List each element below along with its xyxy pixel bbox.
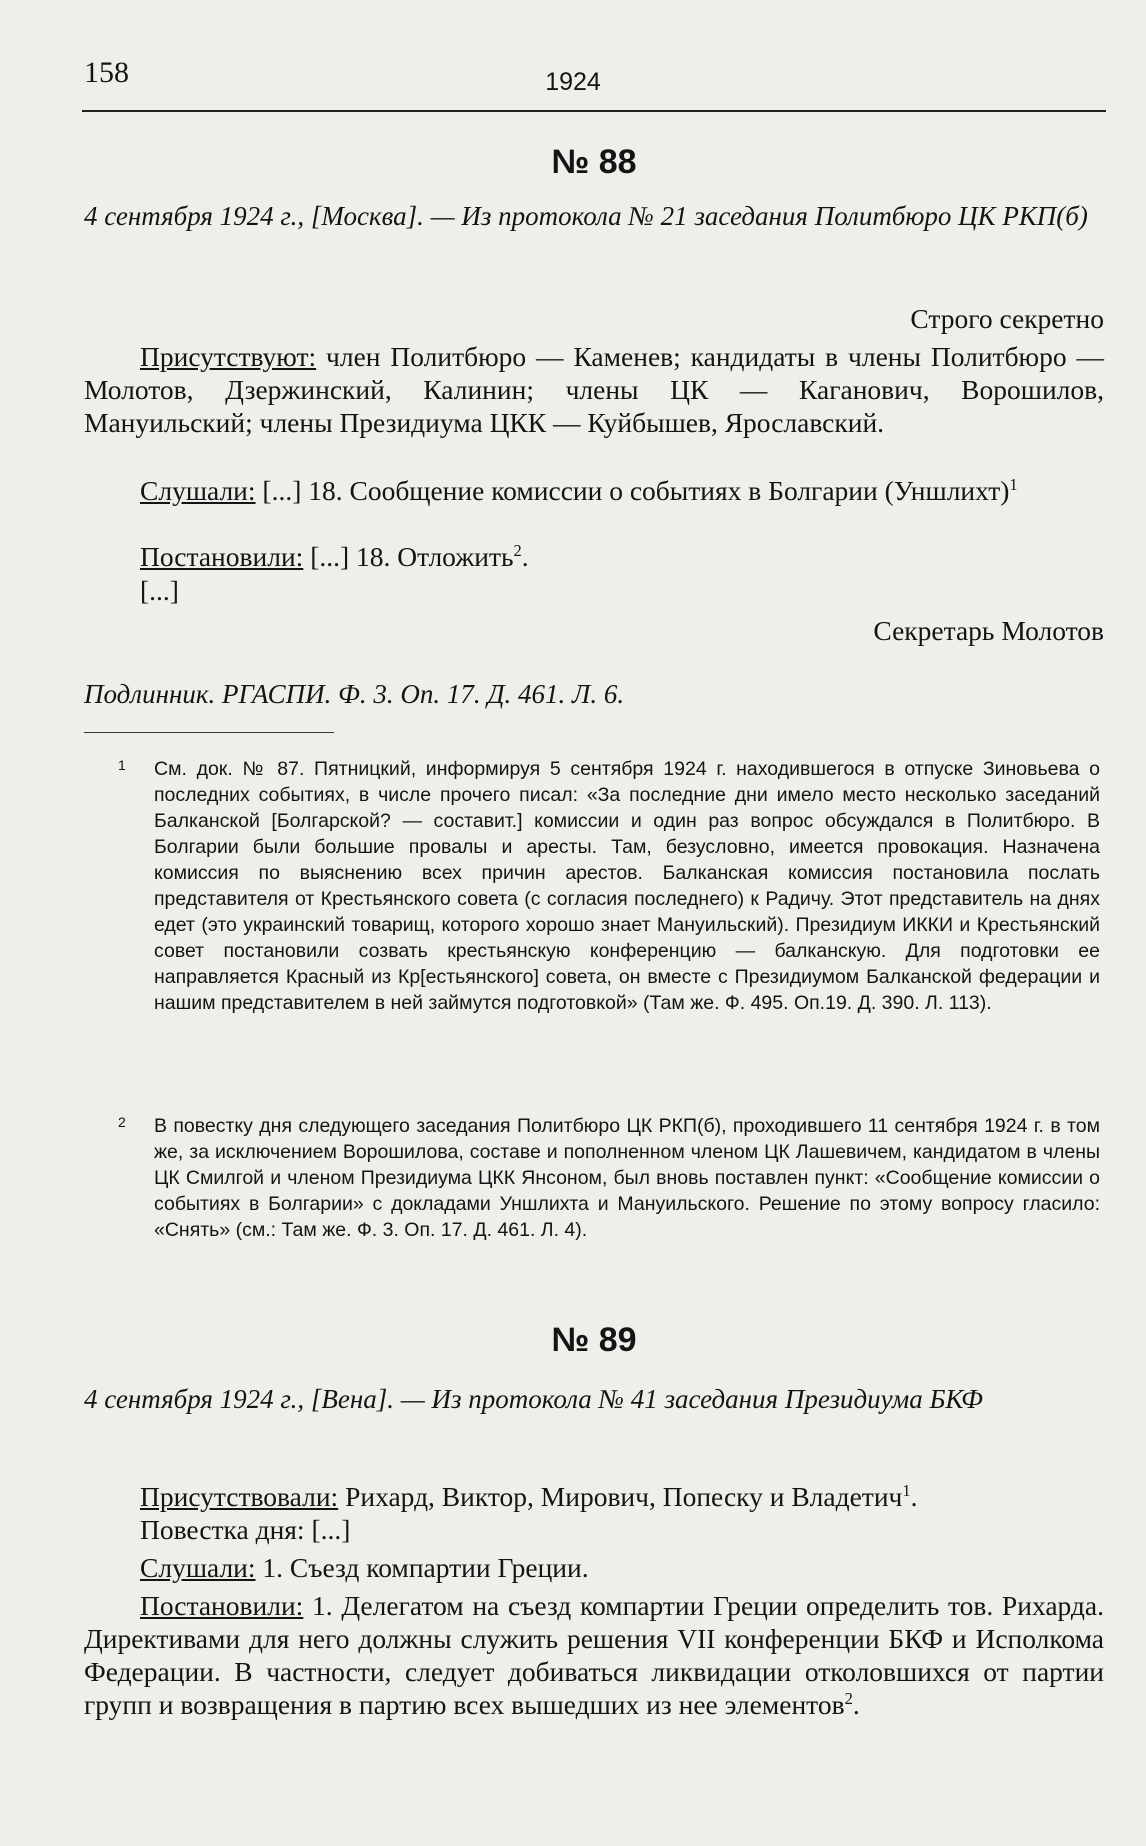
footnote-1-number: 1 (118, 757, 126, 773)
footnote-1-text: См. док. № 87. Пятницкий, информируя 5 сентября 1924 г. находившегося в отпуске Зиновьева о последних событиях, в числе прочего писал: «За последние дни имело место несколько заседаний Балканской [Болгарской? — составит.] комиссии и один раз вопрос обсуждался в Политбюро. В Болгарии были большие провалы и аресты. Там, безусловно, имеется провокация. Назначена комиссия по выяснению всех причин арестов. Балканская комиссия постановила послать представителя от Крестьянского совета (с согласия последнего) к Радичу. Этот представитель на днях едет (это украинский товарищ, которого хорошо знает Мануильский). Президиум ИККИ и Крестьянский совет постановили созвать крестьянскую конференцию — балканскую. Для подготовки ее направляется Красный из Кр[естьянского] совета, он вместе с Президиумом Балканской федерации и нашим представителем в ней займутся подготовкой» (Там же. Ф. 495. Оп.19. Д. 390. Л. 113). (154, 758, 1100, 1014)
decided-label: Постановили: (140, 541, 304, 572)
doc88-classification: Строго секретно (910, 303, 1104, 334)
running-head-year: 1924 (545, 68, 601, 96)
present-text: член Политбюро — Каменев; кандидаты в члены Политбюро — Молотов, Дзержинский, Калинин; члены ЦК — Каганович, Ворошилов, Мануильский; члены Президиума ЦКК — Куйбышев, Ярославский. (84, 341, 1104, 438)
decided-text: 1. Делегатом на съезд компартии Греции определить тов. Рихарда. Директивами для него должны служить решения VII конференции БКФ и Исполкома Федерации. В частности, следует добиваться ликвидации отколовшихся от партии групп и возвращения в партию всех вышедших из нее элементов (84, 1590, 1104, 1720)
present-text: Рихард, Виктор, Мирович, Попеску и Владетич (338, 1481, 903, 1512)
doc88-signature: Секретарь Молотов (873, 615, 1104, 646)
heard-label: Слушали: (140, 475, 256, 506)
doc88-heard (84, 474, 1104, 507)
footnote-rule (84, 732, 334, 733)
doc88-title: 4 сентября 1924 г., [Москва]. — Из протокола № 21 заседания Политбюро ЦК РКП(б) (84, 201, 1088, 231)
doc89-title: 4 сентября 1924 г., [Вена]. — Из протокола № 41 заседания Президиума БКФ (84, 1384, 983, 1414)
footnote-ref-1: 1 (902, 1480, 911, 1500)
page-number: 158 (84, 56, 129, 89)
header-rule (82, 110, 1106, 112)
doc88-number: № 88 (551, 143, 637, 181)
footnote-2 (88, 1113, 1100, 1243)
footnote-2-number: 2 (118, 1114, 126, 1130)
footnote-1 (88, 756, 1100, 1016)
doc89-present: Присутствовали: Рихард, Виктор, Мирович, Попеску и Владетич$^1$. (140, 1480, 918, 1512)
footnote-ref-1: 1 (1009, 474, 1018, 494)
doc89-heard (84, 1551, 1104, 1584)
doc89-agenda: Повестка дня: [...] (140, 1514, 351, 1545)
doc88-present (84, 340, 1104, 439)
footnote-2-text: В повестку дня следующего заседания Политбюро ЦК РКП(б), проходившего 11 сентября 1924 г. в том же, за исключением Ворошилова, составе и пополненном членом ЦК Лашевичем, кандидатом в члены ЦК Смилгой и членом Президиума ЦКК Янсоном, был вновь поставлен пункт: «Сообщение комиссии о событиях в Болгарии» с докладами Уншлихта и Мануильского. Решение по этому вопросу гласило: «Снять» (см.: Там же. Ф. 3. Оп. 17. Д. 461. Л. 4). (154, 1115, 1100, 1241)
footnote-ref-2: 2 (844, 1688, 853, 1708)
heard-label: Слушали: (140, 1552, 256, 1583)
present-label: Присутствовали: (140, 1481, 339, 1512)
doc88-ellipsis: [...] (140, 575, 179, 606)
decided-text: [...] 18. Отложить (303, 541, 514, 572)
doc89-decided: Постановили: 1. Делегатом на съезд компартии Греции определить тов. Рихарда. Директивами для него должны служить решения VII конференции БКФ и Исполкома Федерации. В частности, следует добиваться ликвидации отколовшихся от партии групп и возвращения в партию всех вышедших из нее элементов$^2$. (84, 1590, 1104, 1720)
heard-text: [...] 18. Сообщение комиссии о событиях в Болгарии (Уншлихт) (255, 475, 1010, 506)
heard-text: 1. Съезд компартии Греции. (255, 1552, 589, 1583)
doc88-source: Подлинник. РГАСПИ. Ф. 3. Оп. 17. Д. 461. Л. 6. (84, 679, 625, 709)
footnote-ref-2: 2 (513, 540, 522, 560)
doc89-number: № 89 (551, 1321, 637, 1359)
present-label: Присутствуют: (140, 341, 317, 372)
decided-label: Постановили: (140, 1590, 304, 1621)
doc88-decided: Постановили: [...] 18. Отложить$^2$. (140, 540, 529, 572)
